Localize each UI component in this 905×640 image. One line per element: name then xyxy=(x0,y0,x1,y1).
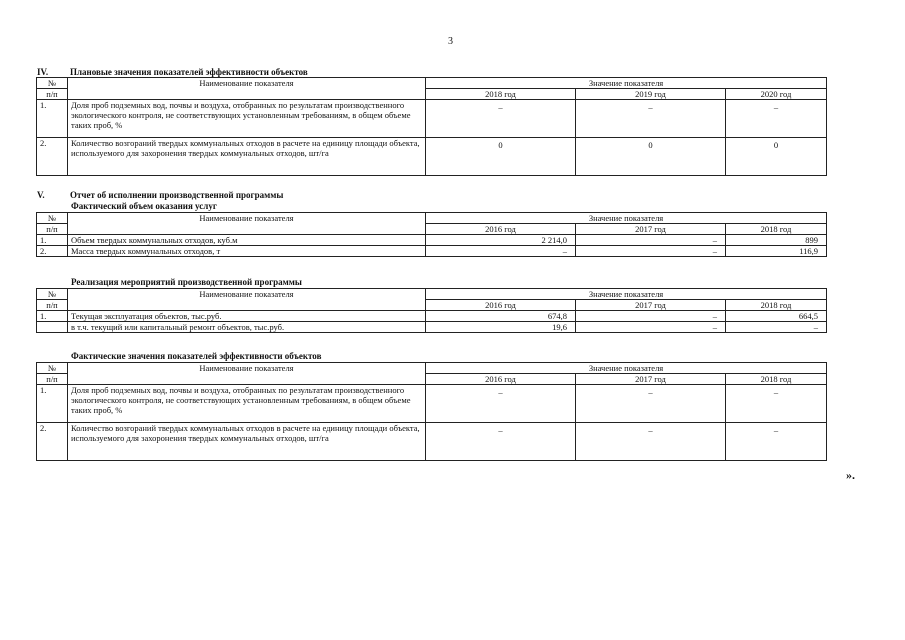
header-name: Наименование показателя xyxy=(68,289,426,311)
table-row xyxy=(37,322,827,333)
row-value: 0 xyxy=(726,138,827,176)
row-name: Доля проб подземных вод, почвы и воздуха, отобранных по результатам производственного экологического контроля, не соответствующих установленным требованиям, в общем объеме таких проб, % xyxy=(68,385,426,423)
header-num-2: п/п xyxy=(37,374,68,385)
closing-quote-mark: ». xyxy=(846,468,855,482)
row-name: Текущая эксплуатация объектов, тыс.руб. xyxy=(68,311,426,322)
table-row xyxy=(37,423,827,461)
row-value: – xyxy=(426,385,576,423)
service-volume-table xyxy=(36,212,827,257)
section-4-title: Плановые значения показателей эффективности объектов xyxy=(70,67,308,77)
section-5-subtitle: Фактический объем оказания услуг xyxy=(71,201,217,211)
row-value: 116,9 xyxy=(726,246,827,257)
row-value: 899 xyxy=(726,235,827,246)
header-num: № xyxy=(37,363,68,374)
row-num: 2. xyxy=(37,138,68,176)
table-row xyxy=(37,235,827,246)
header-value: Значение показателя xyxy=(426,363,827,374)
row-value: – xyxy=(726,385,827,423)
row-value: – xyxy=(576,311,726,322)
row-num: 2. xyxy=(37,246,68,257)
row-value: 664,5 xyxy=(726,311,827,322)
planned-indicators-table xyxy=(36,77,827,176)
row-value: – xyxy=(726,322,827,333)
section-5-title: Отчет об исполнении производственной программы xyxy=(70,190,284,200)
header-year: 2017 год xyxy=(576,224,726,235)
table-row xyxy=(37,138,827,176)
header-year: 2016 год xyxy=(426,374,576,385)
row-value: – xyxy=(726,100,827,138)
table-row xyxy=(37,385,827,423)
header-name: Наименование показателя xyxy=(68,363,426,385)
row-value: 19,6 xyxy=(426,322,576,333)
table-header-row xyxy=(37,289,827,300)
table-header-row xyxy=(37,213,827,224)
section-5-heading xyxy=(37,190,283,200)
header-num: № xyxy=(37,213,68,224)
header-value: Значение показателя xyxy=(426,289,827,300)
row-name: Масса твердых коммунальных отходов, т xyxy=(68,246,426,257)
header-num-2: п/п xyxy=(37,300,68,311)
row-value: – xyxy=(426,246,576,257)
table-row xyxy=(37,100,827,138)
table-header-row xyxy=(37,363,827,374)
row-value: 0 xyxy=(576,138,726,176)
row-name: Количество возгораний твердых коммунальных отходов в расчете на единицу площади объекта, используемого для захоронения твердых коммунальных отходов, шт/га xyxy=(68,138,426,176)
table-header-row xyxy=(37,78,827,89)
row-name: Объем твердых коммунальных отходов, куб.м xyxy=(68,235,426,246)
row-num: 1. xyxy=(37,385,68,423)
row-num: 1. xyxy=(37,100,68,138)
header-num-2: п/п xyxy=(37,89,68,100)
header-year: 2019 год xyxy=(576,89,726,100)
header-year: 2016 год xyxy=(426,300,576,311)
section-4-heading xyxy=(37,67,308,77)
row-name: Количество возгораний твердых коммунальных отходов в расчете на единицу площади объекта, используемого для захоронения твердых коммунальных отходов, шт/га xyxy=(68,423,426,461)
row-value: – xyxy=(576,423,726,461)
row-value: – xyxy=(726,423,827,461)
header-year: 2018 год xyxy=(726,374,827,385)
actual-indicators-title: Фактические значения показателей эффективности объектов xyxy=(71,351,322,361)
row-value: – xyxy=(576,235,726,246)
row-num xyxy=(37,322,68,333)
row-value: – xyxy=(576,322,726,333)
header-year: 2018 год xyxy=(426,89,576,100)
header-year: 2016 год xyxy=(426,224,576,235)
row-num: 2. xyxy=(37,423,68,461)
row-value: 0 xyxy=(426,138,576,176)
row-name: в т.ч. текущий или капитальный ремонт объектов, тыс.руб. xyxy=(68,322,426,333)
row-value: 2 214,0 xyxy=(426,235,576,246)
section-5-number: V. xyxy=(37,190,45,200)
row-num: 1. xyxy=(37,311,68,322)
page-number: 3 xyxy=(448,36,453,47)
header-year: 2018 год xyxy=(726,300,827,311)
realization-title: Реализация мероприятий производственной программы xyxy=(71,277,302,287)
header-name: Наименование показателя xyxy=(68,213,426,235)
header-year: 2017 год xyxy=(576,300,726,311)
row-value: – xyxy=(576,100,726,138)
header-num: № xyxy=(37,78,68,89)
header-year: 2018 год xyxy=(726,224,827,235)
header-year: 2017 год xyxy=(576,374,726,385)
realization-table xyxy=(36,288,827,333)
header-value: Значение показателя xyxy=(426,78,827,89)
header-num: № xyxy=(37,289,68,300)
header-name: Наименование показателя xyxy=(68,78,426,100)
row-value: – xyxy=(426,423,576,461)
header-year: 2020 год xyxy=(726,89,827,100)
header-num-2: п/п xyxy=(37,224,68,235)
row-value: – xyxy=(576,246,726,257)
table-row xyxy=(37,311,827,322)
table-row xyxy=(37,246,827,257)
row-value: – xyxy=(426,100,576,138)
actual-indicators-table xyxy=(36,362,827,461)
row-value: 674,8 xyxy=(426,311,576,322)
row-name: Доля проб подземных вод, почвы и воздуха, отобранных по результатам производственного экологического контроля, не соответствующих установленным требованиям, в общем объеме таких проб, % xyxy=(68,100,426,138)
row-num: 1. xyxy=(37,235,68,246)
section-4-number: IV. xyxy=(37,67,49,77)
row-value: – xyxy=(576,385,726,423)
header-value: Значение показателя xyxy=(426,213,827,224)
